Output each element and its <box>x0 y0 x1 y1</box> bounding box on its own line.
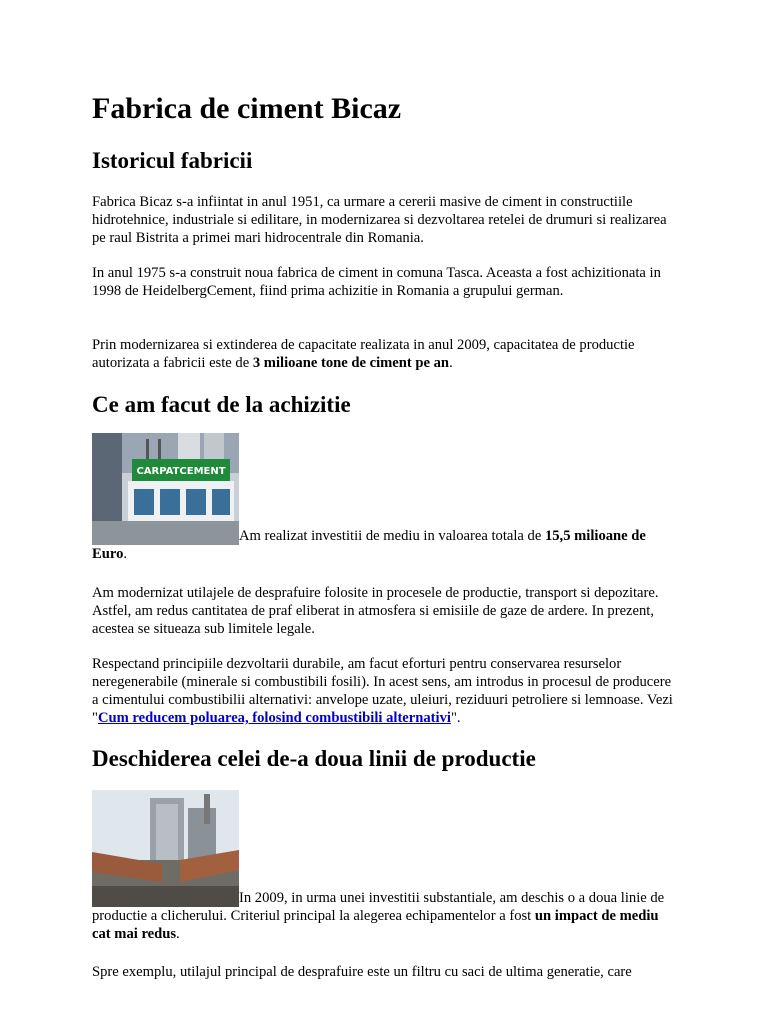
low-impact-highlight: un impact de mediu cat mai redus <box>92 908 659 942</box>
history-paragraph-3 <box>92 336 677 372</box>
investment-text: Am realizat investitii de mediu in valoarea totala de <box>239 528 545 544</box>
capacity-highlight: 3 milioane tone de ciment pe an <box>252 355 450 371</box>
dedusting-paragraph: Am modernizat utilajele de desprafuire folosite in procesele de productie, transport si depozitare. Astfel, am redus cantitatea de praf eliberat in atmosfera si emisiile de gaze de ardere. In prezent, acestea se situeaza sub limitele legale. <box>92 585 659 637</box>
investment-amount: 15,5 milioane de Euro <box>92 528 646 562</box>
history-paragraph-1: Fabrica Bicaz s-a infiintat in anul 1951, ca urmare a cererii masive de ciment in constructiile hidrotehnice, industriale si edilitare, in modernizarea si dezvoltarea retelei de drumuri si realizarea pe raul Bistrita a primei mari hidrocentrale din Romania. <box>92 194 667 246</box>
section-heading-second-line: Deschiderea celei de-a doua linii de productie <box>92 746 536 771</box>
filter-paragraph: Spre exemplu, utilajul principal de desprafuire este un filtru cu saci de ultima generatie, care <box>92 964 632 980</box>
factory-entrance-photo <box>92 433 239 545</box>
history-paragraph-2: In anul 1975 s-a construit noua fabrica de ciment in comuna Tasca. Aceasta a fost achizitionata in 1998 de HeidelbergCement, fiind prima achizitie in Romania a grupului german. <box>92 265 661 299</box>
second-line-paragraph <box>92 790 677 943</box>
history-p3-end: . <box>449 355 453 371</box>
second-line-text: In 2009, in urma unei investitii substantiale, am deschis o a doua linie de productie a clicherului. Criteriul principal la alegerea echipamentelor a fost <box>92 890 665 924</box>
alternative-fuels-paragraph <box>92 655 677 727</box>
investment-paragraph <box>92 433 677 563</box>
section-heading-history: Istoricul fabricii <box>92 148 253 173</box>
photo-sign-text: CARPATCEMENT <box>136 466 226 477</box>
second-line-end: . <box>176 926 180 942</box>
production-line-photo <box>92 790 239 907</box>
alternative-fuels-text: Respectand principiile dezvoltarii durabile, am facut eforturi pentru conservarea resurselor neregenerabile (minerale si combustibili fosili). In acest sens, am introdus in procesul de producere a cimentului combustibilii alternativi: anvelope uzate, uleiuri, reziduuri petroliere si lemnoase. Vezi " <box>92 656 673 726</box>
alternative-fuels-end: ". <box>450 710 461 726</box>
investment-end: . <box>123 546 128 562</box>
alternative-fuels-link[interactable]: Cum reducem poluarea, folosind combustibili alternativi <box>97 710 451 726</box>
history-p3-text: Prin modernizarea si extinderea de capacitate realizata in anul 2009, capacitatea de productie autorizata a fabricii este de <box>92 337 635 371</box>
page-title: Fabrica de ciment Bicaz <box>92 92 402 125</box>
section-heading-since-acquisition: Ce am facut de la achizitie <box>92 392 351 417</box>
